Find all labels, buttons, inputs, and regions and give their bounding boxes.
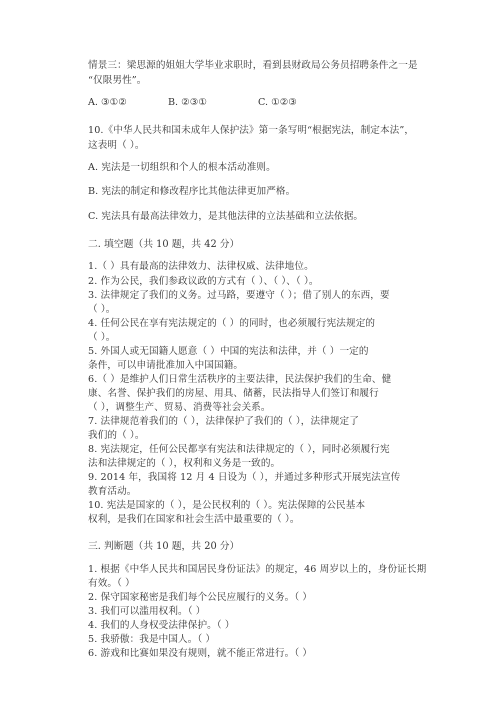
fill-line: 我们的（ ）。	[88, 430, 145, 441]
judge-line: 4. 我们的人身权受法律保护。（ ）	[88, 620, 235, 631]
fill-line: 8. 宪法规定，任何公民都享有宪法和法律规定的（ ），同时必须履行宪	[88, 444, 390, 455]
judge-line: 有效。（ ）	[88, 578, 135, 589]
judge-line: 1. 根据《中华人民共和国居民身份证法》的规定，46 周岁以上的，身份证长期	[88, 564, 427, 575]
fill-line: 1.（ ）具有最高的法律效力、法律权威、法律地位。	[88, 261, 314, 272]
option-c: C. ①②③	[258, 97, 297, 108]
section-true-false-heading: 三. 判断题（共 10 题，共 20 分）	[88, 541, 240, 552]
judge-line: 5. 我骄傲：我是中国人。（ ）	[88, 634, 216, 645]
fill-line: 3. 法律规定了我们的义务。过马路，要遵守（ ）；借了别人的东西，要	[88, 290, 390, 301]
question-10-line-2: 这表明（ ）。	[88, 140, 145, 151]
option-b: B. ②③①	[168, 97, 207, 108]
option-a: A. ③①②	[88, 97, 127, 108]
fill-line: 10. 宪法是国家的（ ），是公民权利的（ ）。宪法保障的公民基本	[88, 500, 366, 511]
fill-line: 9. 2014 年，我国将 12 月 4 日设为（ ），并通过多种形式开展宪法宣传	[88, 472, 401, 483]
fill-line: 教育活动。	[88, 486, 137, 497]
scenario-line-1: 情景三：梁思源的姐姐大学毕业求职时，看到县财政局公务员招聘条件之一是	[88, 60, 418, 71]
question-10-line-1: 10.《中华人民共和国未成年人保护法》第一条写明“根据宪法，制定本法”，	[88, 125, 415, 136]
judge-line: 3. 我们可以滥用权利。（ ）	[88, 606, 206, 617]
fill-line: 法和法律规定的（ ），权利和义务是一致的。	[88, 458, 281, 469]
fill-line: （ ）。	[88, 304, 116, 315]
section-fill-in-heading: 二. 填空题（共 10 题，共 42 分）	[88, 239, 240, 250]
question-10-option-a: A. 宪法是一切组织和个人的根本活动准则。	[88, 162, 276, 173]
question-10-option-c: C. 宪法具有最高法律效力，是其他法律的立法基础和立法依据。	[88, 211, 364, 222]
judge-line: 2. 保守国家秘密是我们每个公民应履行的义务。（ ）	[88, 592, 313, 603]
judge-line: 6. 游戏和比赛如果没有规则，就不能正常进行。（ ）	[88, 648, 313, 659]
fill-line: 5. 外国人或无国籍人愿意（ ）中国的宪法和法律，并（ ）一定的	[88, 346, 369, 357]
fill-line: 2. 作为公民，我们参政议政的方式有（ ）、（ ）、（ ）。	[88, 276, 319, 287]
fill-line: （ ）。	[88, 332, 116, 343]
fill-line: 7. 法律规范着我们的（ ），法律保护了我们的（ ），法律规定了	[88, 416, 359, 427]
question-10-option-b: B. 宪法的制定和修改程序比其他法律更加严格。	[88, 186, 296, 197]
fill-line: 权利，是我们在国家和社会生活中最重要的（ ）。	[88, 514, 300, 525]
fill-line: 条件，可以申请批准加入中国国籍。	[88, 360, 244, 371]
fill-line: （ ），调整生产、贸易、消费等社会关系。	[88, 402, 271, 413]
fill-line: 6.（ ）是维护人们日常生活秩序的主要法律，民法保护我们的生命、健	[88, 374, 392, 385]
fill-line: 康、名誉、保护我们的房屋、用具、储蓄，民法指导人们签订和履行	[88, 388, 379, 399]
fill-line: 4. 任何公民在享有宪法规定的（ ）的同时，也必须履行宪法规定的	[88, 318, 376, 329]
scenario-line-2: “仅限男性”。	[88, 75, 147, 86]
